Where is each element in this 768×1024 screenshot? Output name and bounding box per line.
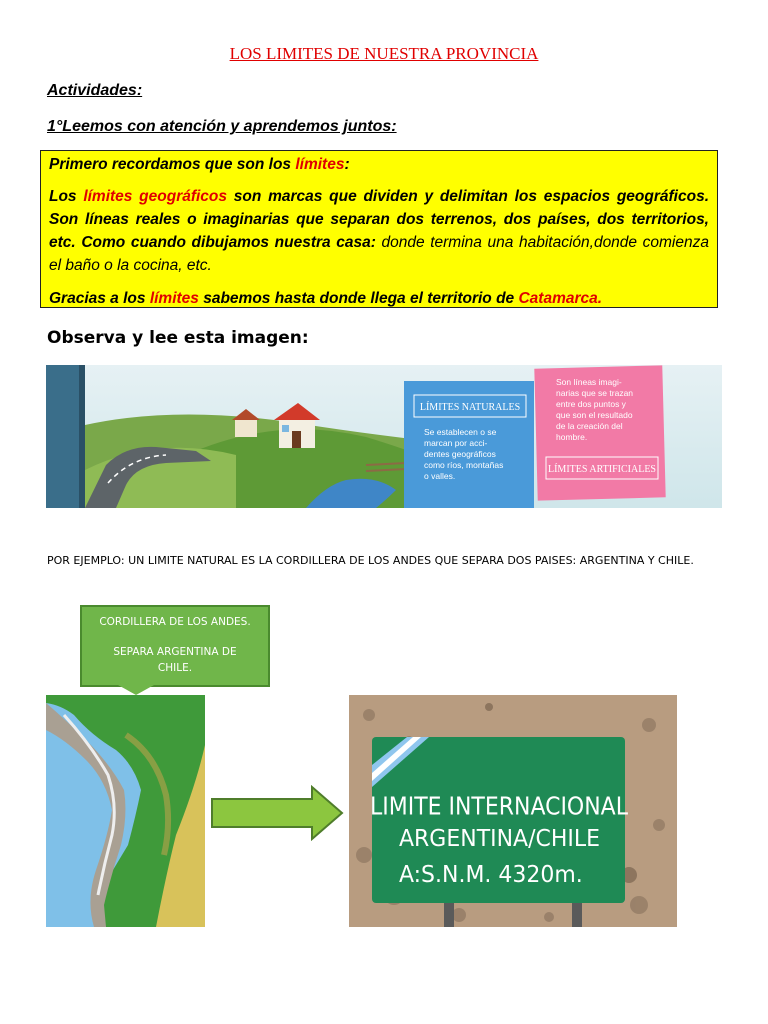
callout-line: CHILE. <box>157 662 193 674</box>
callout-line: SEPARA ARGENTINA DE <box>113 646 237 658</box>
border-sign-photo <box>349 695 677 927</box>
artificial-limits-card <box>534 365 665 500</box>
activities-heading: Actividades: <box>47 82 143 99</box>
example-text: POR EJEMPLO: UN LIMITE NATURAL ES LA CORDILLERA DE LOS ANDES QUE SEPARA DOS PAISES: ARGENTINA Y CHILE. <box>47 554 694 567</box>
artificial-limits-text: de la creación del <box>556 421 623 431</box>
box-text: sabemos hasta donde llega el territorio de <box>198 290 519 307</box>
sign-line-2: ARGENTINA/CHILE <box>399 825 601 853</box>
natural-limits-text: como ríos, montañas <box>424 460 504 470</box>
box-text: son marcas que dividen y delimitan los espacios geográficos. Son líneas reales o imaginarias que separan dos terrenos, dos países, dos territorios, etc. Como cuando dibujamos nuestra casa: <box>49 188 710 251</box>
box-text-normal: donde termina una habitación,donde comienza el baño o la cocina, etc. <box>49 234 709 274</box>
artificial-limits-text: que son el resultado <box>556 410 633 420</box>
natural-limits-text: dentes geográficos <box>424 449 496 459</box>
observe-heading: Observa y lee esta imagen: <box>47 328 309 348</box>
artificial-limits-text: Son líneas imagi- <box>556 377 622 387</box>
artificial-limits-text: hombre. <box>556 432 588 442</box>
box-red-text: límites <box>295 156 345 173</box>
artificial-limits-text: narias que se trazan <box>556 388 634 398</box>
step-1-heading: 1°Leemos con atención y aprendemos juntos: <box>47 118 397 135</box>
box-red-text: Catamarca. <box>518 290 603 307</box>
box-text: Gracias a los <box>49 290 150 307</box>
natural-limits-text: Se establecen o se <box>424 427 497 437</box>
limits-illustration <box>46 365 722 508</box>
box-text: : <box>344 156 350 173</box>
box-paragraph-2 <box>49 185 709 277</box>
book-spine <box>46 365 84 508</box>
box-paragraph-3 <box>49 287 709 310</box>
callout-pointer <box>118 685 154 695</box>
box-text: Primero recordamos que son los <box>49 156 296 173</box>
sign-line-3: A:S.N.M. 4320m. <box>399 861 583 889</box>
box-red-text: límites <box>149 290 199 307</box>
definition-box <box>40 150 718 308</box>
sign-line-1: LIMITE INTERNACIONAL <box>370 791 628 822</box>
south-america-map <box>46 695 205 927</box>
andes-callout <box>80 605 270 687</box>
natural-limits-text: o valles. <box>424 471 456 481</box>
artificial-limits-title: LÍMITES ARTIFICIALES <box>547 464 657 475</box>
callout-line: CORDILLERA DE LOS ANDES. <box>99 616 251 628</box>
box-text: Los <box>49 188 84 205</box>
artificial-limits-text: entre dos puntos y <box>556 399 626 409</box>
natural-limits-text: marcan por acci- <box>424 438 488 448</box>
box-red-text: límites geográficos <box>83 188 228 205</box>
arrow-right-icon <box>210 785 345 841</box>
box-line-1 <box>49 153 709 176</box>
page-title: LOS LIMITES DE NUESTRA PROVINCIA <box>229 44 539 63</box>
natural-limits-title: LÍMITES NATURALES <box>419 402 521 413</box>
natural-limits-card <box>404 381 534 508</box>
